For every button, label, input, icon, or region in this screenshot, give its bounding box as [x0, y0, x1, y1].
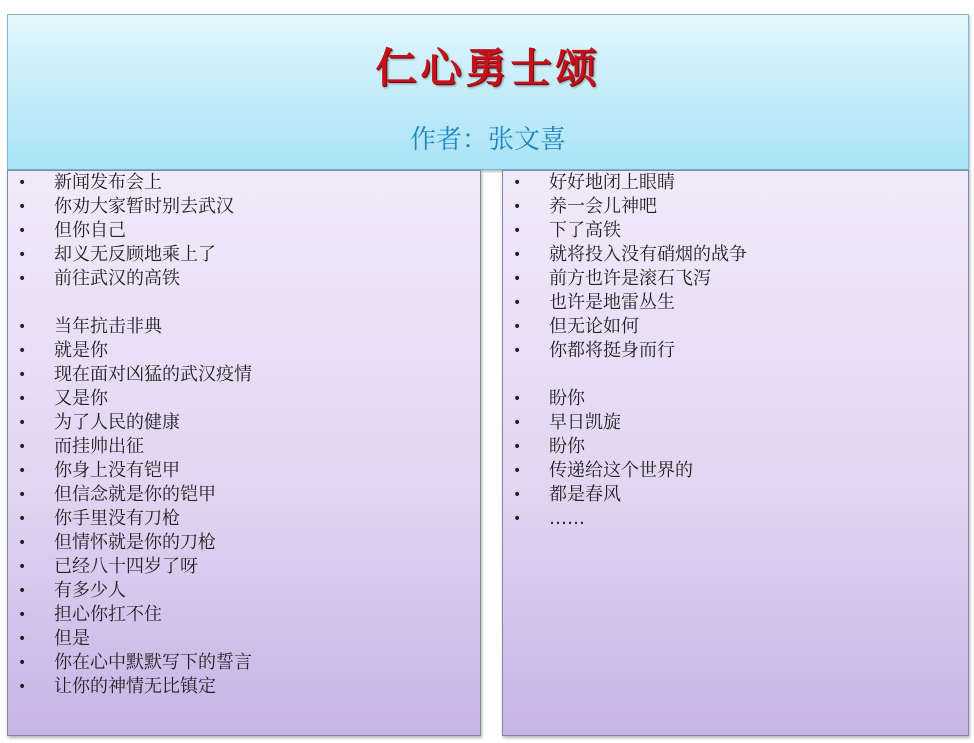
verse-text: 养一会儿神吧	[549, 196, 657, 217]
verse-text: 让你的神情无比镇定	[54, 676, 216, 697]
verse-text: 现在面对凶猛的武汉疫情	[54, 364, 252, 385]
verse-line	[503, 411, 968, 435]
bullet-icon: •	[18, 679, 27, 695]
verse-line	[503, 315, 968, 339]
verse-line	[8, 267, 480, 291]
verse-line	[503, 459, 968, 483]
verse-line	[8, 675, 480, 699]
verse-line	[503, 219, 968, 243]
verse-text: 就是你	[54, 340, 108, 361]
verse-text: ……	[549, 508, 585, 529]
stanza-gap	[503, 363, 968, 387]
verse-text: 已经八十四岁了呀	[54, 556, 198, 577]
right-verse-list	[503, 171, 968, 531]
verse-line	[503, 339, 968, 363]
verse-line	[8, 195, 480, 219]
verse-text: 你手里没有刀枪	[54, 508, 180, 529]
bullet-icon: •	[18, 439, 27, 455]
title-banner	[7, 14, 969, 170]
verse-text: 前往武汉的高铁	[54, 268, 180, 289]
left-text-column	[7, 170, 481, 736]
verse-line	[503, 387, 968, 411]
bullet-icon: •	[18, 655, 27, 671]
verse-line	[8, 219, 480, 243]
verse-line	[8, 483, 480, 507]
verse-text: 但无论如何	[549, 316, 639, 337]
verse-line	[503, 267, 968, 291]
verse-text: 当年抗击非典	[54, 316, 162, 337]
verse-text: 但是	[54, 628, 90, 649]
bullet-icon: •	[18, 223, 27, 239]
verse-line	[8, 363, 480, 387]
verse-text: 早日凯旋	[549, 412, 621, 433]
bullet-icon: •	[18, 487, 27, 503]
verse-line	[503, 171, 968, 195]
verse-line	[8, 315, 480, 339]
bullet-icon: •	[513, 199, 522, 215]
bullet-icon: •	[513, 511, 522, 527]
verse-line	[8, 411, 480, 435]
verse-line	[503, 507, 968, 531]
verse-line	[8, 651, 480, 675]
verse-line	[503, 483, 968, 507]
verse-text: 好好地闭上眼睛	[549, 172, 675, 193]
verse-line	[503, 435, 968, 459]
bullet-icon: •	[513, 295, 522, 311]
verse-text: 却义无反顾地乘上了	[54, 244, 216, 265]
verse-line	[8, 339, 480, 363]
verse-text: 你在心中默默写下的誓言	[54, 652, 252, 673]
right-text-column	[502, 170, 969, 736]
bullet-icon: •	[513, 247, 522, 263]
verse-line	[503, 291, 968, 315]
bullet-icon: •	[513, 175, 522, 191]
verse-line	[8, 459, 480, 483]
verse-text: 也许是地雷丛生	[549, 292, 675, 313]
verse-line	[8, 507, 480, 531]
bullet-icon: •	[18, 511, 27, 527]
bullet-icon: •	[18, 583, 27, 599]
bullet-icon: •	[513, 223, 522, 239]
verse-text: 但信念就是你的铠甲	[54, 484, 216, 505]
verse-line	[503, 195, 968, 219]
poem-author: 作者：张文喜	[409, 125, 566, 155]
bullet-icon: •	[513, 319, 522, 335]
bullet-icon: •	[18, 247, 27, 263]
bullet-icon: •	[513, 391, 522, 407]
verse-text: 你身上没有铠甲	[54, 460, 180, 481]
stanza-gap	[8, 291, 480, 315]
verse-line	[8, 579, 480, 603]
verse-text: 传递给这个世界的	[549, 460, 693, 481]
verse-text: 就将投入没有硝烟的战争	[549, 244, 747, 265]
verse-line	[8, 387, 480, 411]
bullet-icon: •	[513, 487, 522, 503]
verse-text: 而挂帅出征	[54, 436, 144, 457]
verse-line	[503, 243, 968, 267]
verse-text: 你都将挺身而行	[549, 340, 675, 361]
verse-line	[8, 555, 480, 579]
verse-text: 新闻发布会上	[54, 172, 162, 193]
verse-text: 盼你	[549, 388, 585, 409]
verse-text: 又是你	[54, 388, 108, 409]
bullet-icon: •	[18, 607, 27, 623]
verse-line	[8, 531, 480, 555]
bullet-icon: •	[513, 439, 522, 455]
bullet-icon: •	[513, 343, 522, 359]
verse-line	[8, 243, 480, 267]
bullet-icon: •	[513, 271, 522, 287]
bullet-icon: •	[18, 415, 27, 431]
verse-text: 你劝大家暂时别去武汉	[54, 196, 234, 217]
verse-text: 前方也许是滚石飞泻	[549, 268, 711, 289]
bullet-icon: •	[18, 631, 27, 647]
verse-text: 有多少人	[54, 580, 126, 601]
bullet-icon: •	[513, 415, 522, 431]
verse-line	[8, 171, 480, 195]
verse-text: 下了高铁	[549, 220, 621, 241]
verse-text: 但情怀就是你的刀枪	[54, 532, 216, 553]
bullet-icon: •	[18, 559, 27, 575]
verse-text: 都是春风	[549, 484, 621, 505]
bullet-icon: •	[18, 463, 27, 479]
verse-line	[8, 435, 480, 459]
bullet-icon: •	[18, 535, 27, 551]
bullet-icon: •	[18, 319, 27, 335]
left-verse-list	[8, 171, 480, 699]
verse-text: 盼你	[549, 436, 585, 457]
bullet-icon: •	[18, 367, 27, 383]
verse-text: 担心你扛不住	[54, 604, 162, 625]
bullet-icon: •	[18, 271, 27, 287]
verse-text: 但你自己	[54, 220, 126, 241]
bullet-icon: •	[18, 199, 27, 215]
bullet-icon: •	[18, 343, 27, 359]
verse-text: 为了人民的健康	[54, 412, 180, 433]
bullet-icon: •	[18, 175, 27, 191]
verse-line	[8, 627, 480, 651]
poem-title: 仁心勇士颂	[375, 44, 601, 92]
verse-line	[8, 603, 480, 627]
bullet-icon: •	[513, 463, 522, 479]
bullet-icon: •	[18, 391, 27, 407]
